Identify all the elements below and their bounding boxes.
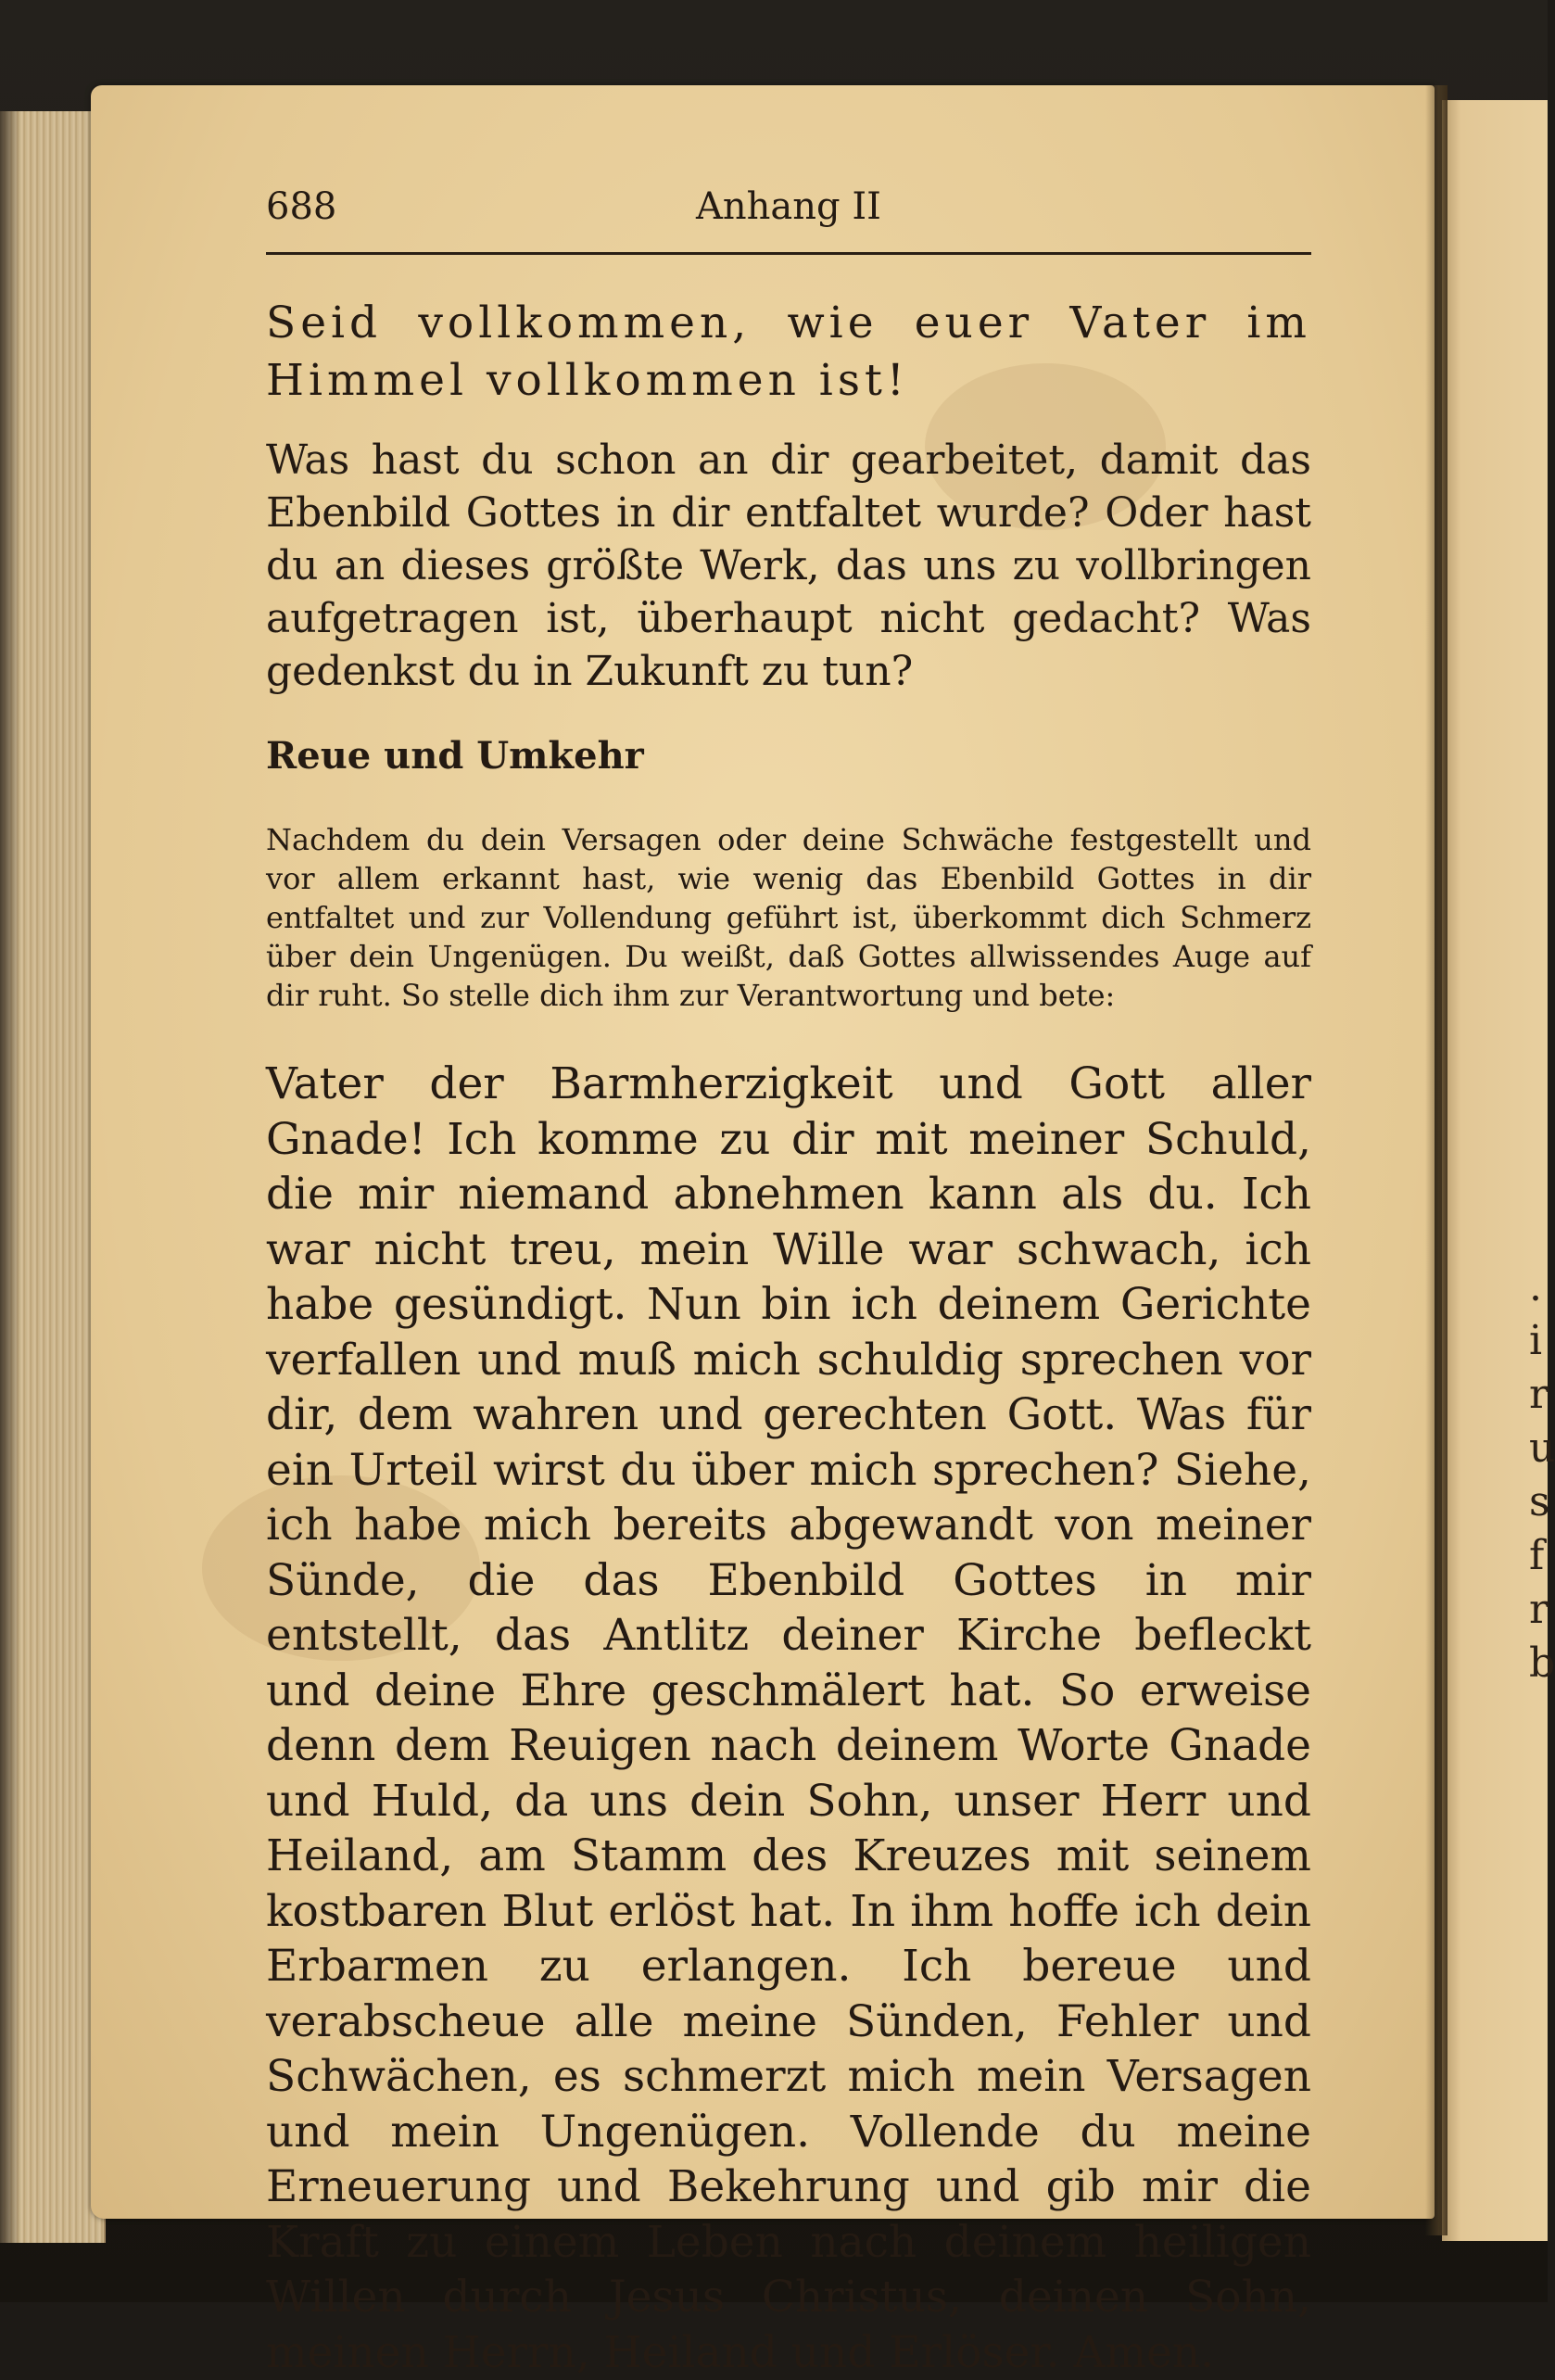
page-header (266, 185, 1311, 241)
running-head: Anhang II (696, 185, 881, 228)
edge-shadow (0, 111, 20, 2243)
right-page-sliver (1442, 100, 1555, 2241)
page-number: 688 (266, 185, 337, 228)
motto-paragraph: Seid vollkommen, wie euer Vater im Himmel vollkommen ist! (266, 298, 1311, 406)
section-heading: Reue und Umkehr (266, 734, 644, 778)
section-intro-paragraph: Nachdem du dein Versagen oder deine Schwäche festgestellt und vor allem erkannt hast, wie wenig das Ebenbild Gottes in dir entfaltet und zur Vollendung geführt ist, überkommt dich Schmerz über dein Ungenügen. Du weißt, daß Gottes allwissendes Auge auf dir ruht. So stelle dich ihm zur Verantwortung und bete: (266, 822, 1311, 1013)
right-page-glyphs: . i r u s f r b (1529, 1263, 1555, 1687)
page-gutter (1425, 85, 1448, 2235)
header-rule (266, 252, 1311, 255)
prayer-paragraph: Vater der Barmherzigkeit und Gott aller Gnade! Ich komme zu dir mit meiner Schuld, die mir niemand abnehmen kann als du. Ich war nicht treu, mein Wille war schwach, ich habe gesündigt. Nun bin ich deinem Gerichte verfallen und muß mich schuldig sprechen vor dir, dem wahren und gerechten Gott. Was für ein Urteil wirst du über mich sprechen? Siehe, ich habe mich bereits abgewandt von meiner Sünde, die das Ebenbild Gottes in mir entstellt, das Antlitz deiner Kirche befleckt und deine Ehre geschmälert hat. So erweise denn dem Reuigen nach deinem Worte Gnade und Huld, da uns dein Sohn, unser Herr und Heiland, am Stamm des Kreuzes mit seinem kostbaren Blut erlöst hat. In ihm hoffe ich dein Erbarmen zu erlangen. Ich bereue und verabscheue alle meine Sünden, Fehler und Schwächen, es schmerzt mich mein Versagen und mein Ungenügen. Vollende du meine Erneuerung und Bekehrung und gib mir die Kraft zu einem Leben nach deinem heiligen Willen durch Jesus Christus, deinen Sohn, meinen Herrn, Heiland und Erlöser. Amen. (266, 1058, 1311, 2378)
reflection-question-paragraph: Was hast du schon an dir gearbeitet, damit das Ebenbild Gottes in dir entfaltet wurde? Oder hast du an dieses größte Werk, das uns zu vollbringen aufgetragen ist, überhaupt nicht gedacht? Was gedenkst du in Zukunft zu tun? (266, 437, 1311, 695)
